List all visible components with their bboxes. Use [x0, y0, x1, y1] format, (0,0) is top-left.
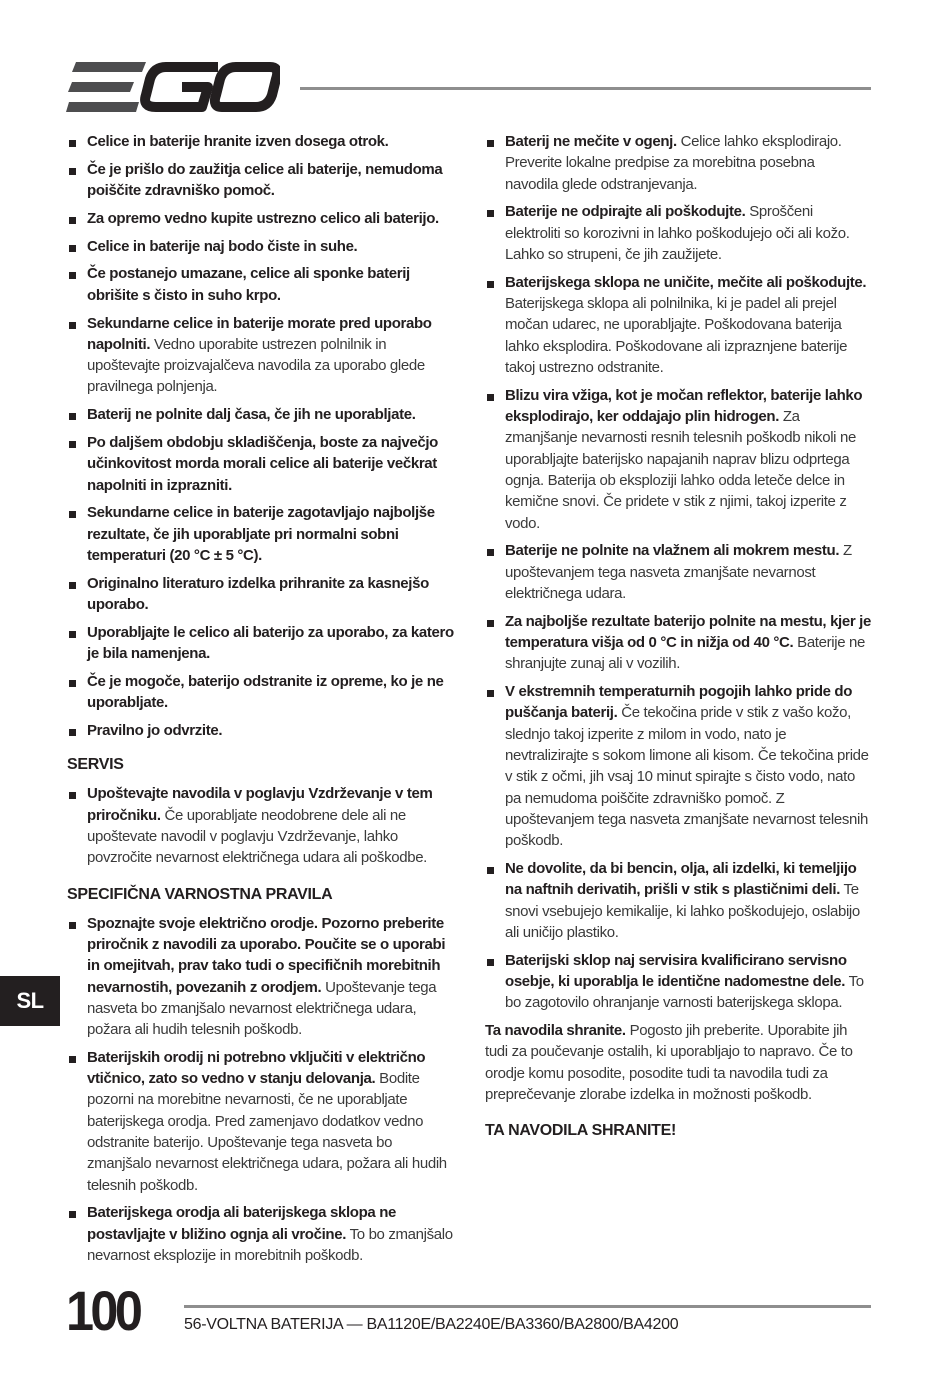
list-item [67, 404, 455, 425]
list-item-text: To bo zmanjšalo nevarnost eksplozije in morebitnih poškodb. [87, 1225, 453, 1265]
list-item-text: Celice lahko eksplodirajo. Preverite lokalne predpise za morebitna posebna navodila glede odstranjevanja. [505, 133, 842, 193]
list-item [67, 131, 455, 152]
list-item [485, 131, 871, 195]
servis-bullet-list [67, 783, 455, 868]
page-number: 100 [66, 1279, 140, 1342]
list-item-text: Z upoštevanjem tega nasveta zmanjšate nevarnost električnega udara. [505, 542, 852, 602]
list-item-bold-text: Uporabljajte le celico ali baterijo za uporabo, za katero je bila namenjena. [87, 623, 454, 663]
list-item-bold-text: Sekundarne celice in baterije morate pred uporabo napolniti. [87, 314, 432, 353]
list-item [67, 1202, 455, 1266]
list-item-text: Za zmanjšanje nevarnosti resnih telesnih poškodb nikoli ne uporabljajte baterijsko napajanih naprav blizu odprtega ognja. Baterija ob eksploziji lahko odda leteče delce in kemične snovi. Če pridete v stik z njimi, takoj izperite z vodo. [505, 408, 856, 532]
save-instructions-paragraph [485, 1020, 871, 1105]
list-item [485, 858, 871, 943]
list-item [485, 272, 871, 378]
left-column [67, 131, 455, 1273]
left-bullet-list [67, 131, 455, 741]
save-instructions-text: Pogosto jih preberite. Uporabite jih tudi za poučevanje ostalih, ki uporabljajo to napravo. Če to orodje komu posodite, posodite tudi ta navodila tudi za preprečevanje zlorabe izdelka in možnosti poškodb. [485, 1022, 853, 1103]
footer-model-list: 56-VOLTNA BATERIJA — BA1120E/BA2240E/BA3360/BA2800/BA4200 [184, 1316, 679, 1333]
specific-rules-bullet-list [67, 913, 455, 1267]
list-item [485, 950, 871, 1014]
list-item-bold-text: Upoštevajte navodila v poglavju Vzdrževanje v tem priročniku. [87, 785, 433, 824]
list-item [67, 432, 455, 496]
list-item-bold-text: Baterijskih orodij ni potrebno vključiti v električno vtičnico, zato so vedno v stanju delovanja. [87, 1048, 426, 1088]
list-item [67, 263, 455, 306]
list-item [67, 622, 455, 665]
list-item-bold-text: Če je mogoče, baterijo odstranite iz opreme, ko je ne uporabljate. [87, 673, 444, 712]
list-item [67, 573, 455, 616]
list-item [67, 783, 455, 868]
list-item-bold-text: Če je prišlo do zaužitja celice ali baterije, nemudoma poiščite zdravniško pomoč. [87, 160, 443, 200]
list-item-bold-text: Za opremo vedno kupite ustrezno celico ali baterijo. [87, 209, 439, 227]
header-rule [300, 87, 871, 90]
list-item-text: Te snovi vsebujejo kemikalije, ki lahko poškodujejo, oslabijo ali uničijo plastiko. [505, 881, 860, 941]
list-item-text: Vedno uporabite ustrezen polnilnik in upoštevajte proizvajalčeva navodila za uporabo glede pravilnega polnjenja. [87, 335, 425, 396]
list-item-bold-text: Baterij ne mečite v ogenj. [505, 133, 677, 150]
section-heading-servis: SERVIS [67, 756, 124, 774]
list-item-bold-text: Baterijski sklop naj servisira kvalificirano servisno osebje, ki uporablja le identične nadomestne dele. [505, 951, 847, 990]
language-tab: SL [0, 976, 60, 1026]
list-item-bold-text: Za najboljše rezultate baterijo polnite na mestu, kjer je temperatura višja od 0 °C in nižja od 40 °C. [505, 612, 871, 652]
list-item-bold-text: Po daljšem obdobju skladiščenja, boste za največjo učinkovitost morda morali celice ali baterije večkrat napolniti in izprazniti. [87, 434, 438, 494]
list-item-bold-text: Pravilno jo odvrzite. [87, 722, 223, 740]
list-item-bold-text: V ekstremnih temperaturnih pogojih lahko pride do puščanja baterij. [505, 683, 853, 722]
list-item-bold-text: Originalno literaturo izdelka prihranite za kasnejšo uporabo. [87, 574, 429, 614]
list-item [67, 671, 455, 714]
save-instructions-bold: Ta navodila shranite. [485, 1022, 626, 1040]
list-item [67, 236, 455, 257]
list-item [485, 540, 871, 604]
list-item-text: Če uporabljate neodobrene dele ali ne upoštevate navodil v poglavju Vzdrževanje, lahko povzročite nevarnost električnega udara ali poškodbe. [87, 806, 428, 867]
save-instructions-heading: TA NAVODILA SHRANITE! [485, 1122, 677, 1140]
list-item-bold-text: Baterij ne polnite dalj časa, če jih ne uporabljate. [87, 406, 416, 424]
list-item [485, 681, 871, 851]
list-item-text: Baterijskega sklopa ali polnilnika, ki je padel ali prejel močan udarec, ne uporabljajte. Poškodovana baterija lahko eksplodira. Poškodovane ali izpraznjene baterije takoj ustrezno odstranite. [505, 295, 848, 376]
list-item [485, 611, 871, 675]
list-item-bold-text: Ne dovolite, da bi bencin, olja, ali izdelki, ki temeljijo na naftnih derivatih, prišli v stik s plastičnimi deli. [505, 860, 857, 899]
list-item-text: Upoštevanje tega nasveta bo zmanjšalo nevarnost električnega udara, požara ali hudih telesnih poškodb. [87, 978, 437, 1039]
list-item [67, 208, 455, 229]
footer-rule [184, 1305, 871, 1308]
section-heading-specific-rules: SPECIFIČNA VARNOSTNA PRAVILA [67, 885, 333, 903]
list-item-text: Bodite pozorni na morebitne nevarnosti, če ne uporabljate baterijskega orodja. Pred zamenjavo dodatkov vedno odstranite baterijo. Upoštevanje tega nasveta bo zmanjšalo nevarnost električnega udara, požara ali hudih telesnih poškodb. [87, 1070, 447, 1194]
list-item-text: Baterije ne shranjujte zunaj ali v vozilih. [505, 634, 866, 673]
list-item [67, 913, 455, 1041]
list-item-text: Če tekočina pride v stik z vašo kožo, slednjo takoj izperite z milom in vodo, nato je nevtralizirajte s sokom limone ali kisom. Če tekočina pride v stik z očmi, jih vsaj 10 minut spirajte s čisto vodo, nato pa nemudoma poiščite zdravniško pomoč. Z upoštevanjem tega nasveta zmanjšate nevarnost telesnih poškodb. [505, 704, 869, 850]
list-item [67, 1047, 455, 1196]
list-item-bold-text: Baterijskega sklopa ne uničite, mečite ali poškodujte. [505, 273, 867, 291]
list-item [67, 313, 455, 398]
list-item-bold-text: Baterijskega orodja ali baterijskega sklopa ne postavljajte v bližino ognja ali vročine. [87, 1204, 397, 1243]
list-item-bold-text: Spoznajte svoje električno orodje. Pozorno preberite priročnik z navodili za uporabo. Poučite se o uporabi in omejitvah, prav tako tudi o specifičnih morebitnih nevarnostih, povezanih z orodjem. [87, 914, 446, 996]
list-item-text: To bo zagotovilo ohranjanje varnosti baterijskega sklopa. [505, 972, 864, 1012]
list-item [485, 385, 871, 534]
list-item-bold-text: Baterije ne odpirajte ali poškodujte. [505, 203, 746, 221]
list-item-bold-text: Celice in baterije hranite izven dosega otrok. [87, 133, 389, 150]
right-column [485, 131, 871, 1149]
right-bullet-list [485, 131, 871, 1014]
list-item [67, 502, 455, 566]
list-item [67, 720, 455, 741]
list-item [485, 201, 871, 265]
list-item-bold-text: Če postanejo umazane, celice ali sponke baterij obrišite s čisto in suho krpo. [87, 265, 410, 304]
list-item-bold-text: Sekundarne celice in baterije zagotavljajo najboljše rezultate, če jih uporabljate pri normalni sobni temperaturi (20 °C ± 5 °C). [87, 504, 435, 565]
list-item-bold-text: Celice in baterije naj bodo čiste in suhe. [87, 237, 358, 255]
list-item-bold-text: Baterije ne polnite na vlažnem ali mokrem mestu. [505, 542, 840, 560]
list-item-text: Sproščeni elektroliti so korozivni in lahko poškodujejo oči ali kožo. Lahko so strupeni, če jih zaužijete. [505, 203, 850, 263]
ego-logo [66, 62, 280, 112]
list-item-bold-text: Blizu vira vžiga, kot je močan reflektor, baterije lahko eksplodirajo, ker oddajajo plin hidrogen. [505, 386, 863, 426]
list-item [67, 159, 455, 202]
